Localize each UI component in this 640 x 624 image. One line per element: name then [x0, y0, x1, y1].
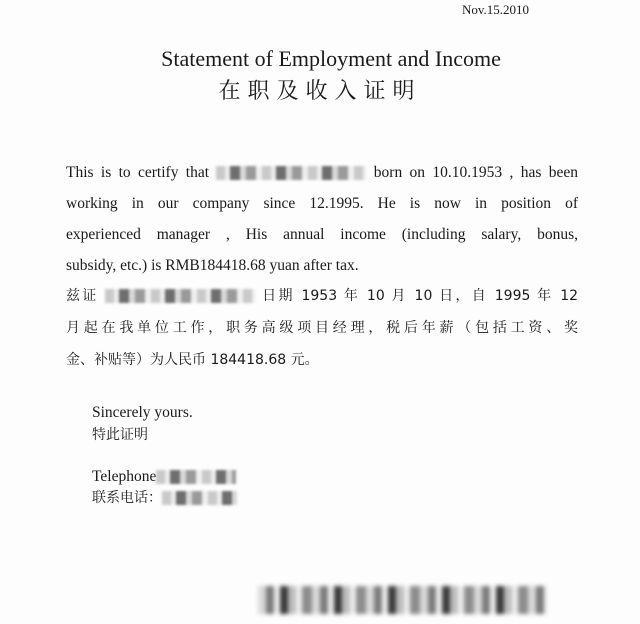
body-en-line-1: [66, 164, 578, 182]
redacted-telephone: [156, 470, 236, 484]
telephone-line-cn: [92, 487, 237, 507]
telephone-label: Telephone: [92, 468, 157, 485]
body-cn-line-1: [66, 285, 578, 305]
redacted-signature: [258, 586, 548, 614]
redacted-name: [216, 166, 366, 180]
telephone-line: [92, 468, 236, 486]
document-title-en: Statement of Employment and Income: [161, 46, 501, 71]
body-cn-line-1-start: 兹证: [66, 288, 99, 304]
redacted-name-cn: [105, 289, 255, 303]
body-en-line-1-start: This is to certify that: [66, 164, 210, 181]
body-cn-line-2: 月起在我单位工作，职务高级项目经理，税后年薪（包括工资、奖: [66, 320, 578, 336]
body-en-line-2: working in our company since 12.1995. He is now in position of: [66, 195, 578, 212]
document-date: Nov.15.2010: [462, 2, 530, 17]
redacted-telephone-cn: [162, 491, 237, 505]
body-en-line-1-end: born on 10.10.1953 , has been: [373, 164, 579, 181]
closing-en: Sincerely yours.: [92, 404, 193, 421]
body-cn-line-3: 金、补贴等）为人民币 184418.68 元。: [66, 352, 319, 368]
body-en-line-4: subsidy, etc.) is RMB184418.68 yuan after tax.: [66, 257, 359, 274]
body-cn-line-1-end: 日期 1953 年 10 月 10 日，自 1995 年 12: [262, 288, 579, 304]
closing-cn: 特此证明: [92, 427, 148, 443]
telephone-label-cn: 联系电话：: [92, 490, 162, 506]
body-en-line-3: experienced manager , His annual income (including salary, bonus,: [66, 226, 578, 243]
document-title-cn: 在职及收入证明: [218, 79, 422, 104]
